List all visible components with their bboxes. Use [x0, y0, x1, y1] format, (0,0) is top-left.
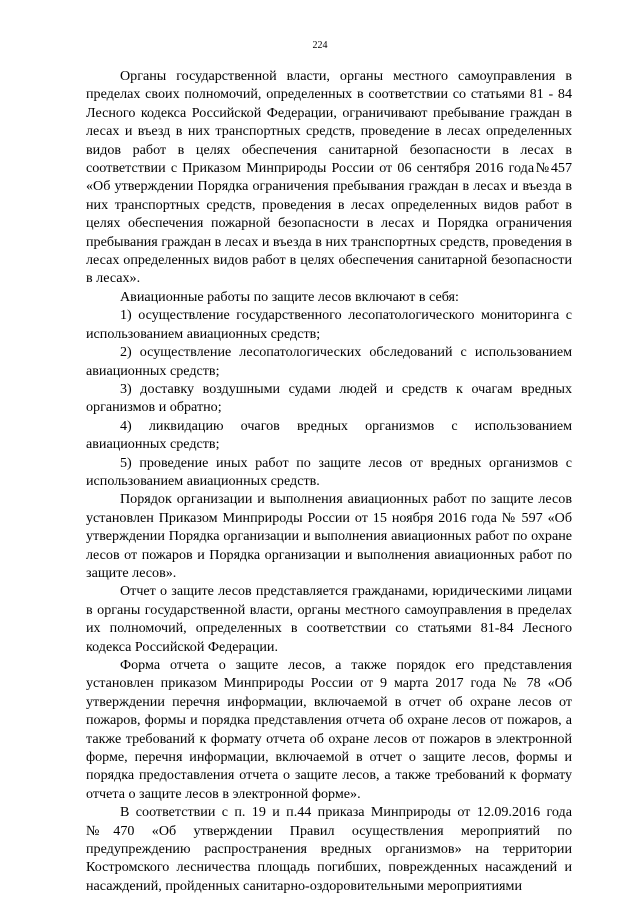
paragraph-report-submission: Отчет о защите лесов представляется гражданами, юридическими лицами в органы государственной власти, органы местного самоуправления в пределах их полномочий, определенных в соответствии со статьями 81-84 Лесного кодекса Российской Федерации.: [86, 583, 572, 655]
list-item-delivery: 3) доставку воздушными судами людей и средств к очагам вредных организмов и обратно;: [86, 380, 572, 416]
list-item-monitoring: 1) осуществление государственного лесопатологического мониторинга с использованием авиационных средств;: [86, 307, 572, 342]
page-number: 224: [312, 40, 328, 51]
paragraph-order-470: В соответствии с п. 19 и п.44 приказа Минприроды от 12.09.2016 года №470 «Об утверждении Правил осуществления мероприятий по предупреждению распространения вредных организмов» на территории Костромского лесничества площадь погибших, поврежденных насаждений и насаждений, пройденных санитарно-оздоровительными мероприятиями: [86, 804, 572, 894]
paragraph-restrictions: Органы государственной власти, органы местного самоуправления в пределах своих полномочий, определенных в соответствии со статьями 81 - 84 Лесного кодекса Российской Федерации, ограничивают пребывание граждан в лесах и въезд в них транспортных средств, проведение в лесах определенных видов работ в целях обеспечения санитарной безопасности в лесах в соответствии с Приказом Минприроды России от 06 сентября 2016 года№457 «Об утверждении Порядка ограничения пребывания граждан в лесах и въезда в них транспортных средств, проведения в лесах определенных видов работ в целях обеспечения пожарной безопасности в лесах и Порядка ограничения пребывания граждан в лесах и въезда в них транспортных средств, проведения в лесах определенных видов работ в целях обеспечения санитарной безопасности в лесах».: [86, 68, 572, 287]
paragraph-aviation-order: Порядок организации и выполнения авиационных работ по защите лесов установлен Приказом Минприроды России от 15 ноября 2016 года № 597 «Об утверждении Порядка организации и выполнения авиационных работ по охране лесов от пожаров и Порядка организации и выполнения авиационных работ по защите лесов».: [86, 491, 572, 581]
list-item-elimination: 4) ликвидацию очагов вредных организмов с использованием авиационных средств;: [86, 417, 572, 453]
list-item-other-works: 5) проведение иных работ по защите лесов от вредных организмов с использованием авиационных средств.: [86, 454, 572, 489]
list-item-surveys: 2) осуществление лесопатологических обследований с использованием авиационных средств;: [86, 344, 572, 379]
document-body: [86, 67, 572, 895]
paragraph-aviation-intro: Авиационные работы по защите лесов включают в себя:: [120, 288, 459, 305]
paragraph-report-form: Форма отчета о защите лесов, а также порядок его представления установлен приказом Минприроды России от 9 марта 2017 года № 78 «Об утверждении перечня информации, включаемой в отчет об охране лесов от пожаров, формы и порядка представления отчета об охране лесов от пожаров, а также требований к формату отчета об охране лесов от пожаров в электронной форме, перечня информации, включаемой в отчет о защите лесов, формы и порядка предоставления отчета о защите лесов, а также требований к формату отчета о защите лесов в электронной форме».: [86, 657, 572, 802]
